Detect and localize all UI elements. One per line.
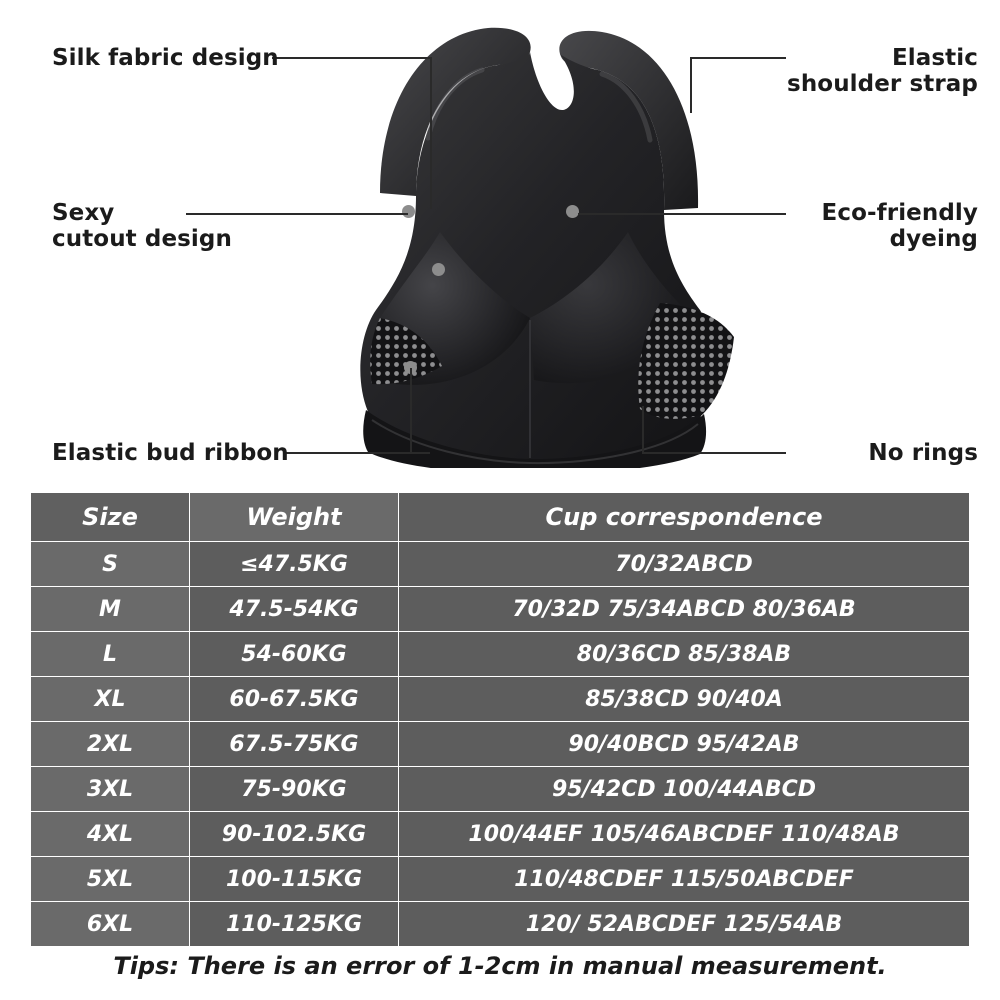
cell-size: M xyxy=(31,587,190,632)
cell-size: 2XL xyxy=(31,722,190,767)
cell-cup: 90/40BCD 95/42AB xyxy=(399,722,970,767)
cell-weight: 54-60KG xyxy=(190,632,399,677)
size-chart-table xyxy=(30,492,970,947)
callout-eco-friendly-dyeing: Eco-friendly dyeing xyxy=(821,200,978,253)
header-size: Size xyxy=(31,493,190,542)
table-row xyxy=(31,812,970,857)
leader-no-rings xyxy=(642,452,786,454)
leader-elastic-bud-ribbon-vert xyxy=(410,368,412,453)
callout-elastic-shoulder-strap: Elastic shoulder strap xyxy=(787,45,978,98)
cell-size: XL xyxy=(31,677,190,722)
callout-silk-fabric-design: Silk fabric design xyxy=(52,45,279,71)
table-row xyxy=(31,542,970,587)
leader-shoulder-strap xyxy=(690,57,786,59)
cell-cup: 110/48CDEF 115/50ABCDEF xyxy=(399,857,970,902)
cell-cup: 100/44EF 105/46ABCDEF 110/48AB xyxy=(399,812,970,857)
cell-cup: 80/36CD 85/38AB xyxy=(399,632,970,677)
cell-weight: 110-125KG xyxy=(190,902,399,947)
callout-no-rings: No rings xyxy=(868,440,978,466)
leader-silk-fabric-vert xyxy=(430,57,432,209)
table-row xyxy=(31,767,970,812)
table-row xyxy=(31,857,970,902)
cell-cup: 95/42CD 100/44ABCD xyxy=(399,767,970,812)
table-row xyxy=(31,722,970,767)
cell-weight: 100-115KG xyxy=(190,857,399,902)
callout-sexy-cutout-design: Sexy cutout design xyxy=(52,200,232,253)
table-row xyxy=(31,677,970,722)
product-illustration xyxy=(0,0,1000,480)
callout-dot-shoulder-strap xyxy=(566,205,579,218)
measurement-tips: Tips: There is an error of 1-2cm in manual measurement. xyxy=(113,952,887,980)
table-row xyxy=(31,632,970,677)
leader-eco-dyeing xyxy=(578,213,786,215)
callout-dot-silk-fabric xyxy=(402,205,415,218)
cell-cup: 70/32D 75/34ABCD 80/36AB xyxy=(399,587,970,632)
table-row xyxy=(31,587,970,632)
leader-shoulder-strap-vert xyxy=(690,57,692,113)
table-row xyxy=(31,902,970,947)
cell-size: L xyxy=(31,632,190,677)
leader-no-rings-vert xyxy=(642,406,644,453)
cell-cup: 120/ 52ABCDEF 125/54AB xyxy=(399,902,970,947)
sports-bra-image xyxy=(230,18,770,468)
cell-cup: 85/38CD 90/40A xyxy=(399,677,970,722)
table-header-row xyxy=(31,493,970,542)
cell-weight: ≤47.5KG xyxy=(190,542,399,587)
header-cup: Cup correspondence xyxy=(399,493,970,542)
leader-elastic-bud-ribbon xyxy=(284,452,430,454)
cell-size: 5XL xyxy=(31,857,190,902)
cell-size: S xyxy=(31,542,190,587)
cell-weight: 60-67.5KG xyxy=(190,677,399,722)
cell-cup: 70/32ABCD xyxy=(399,542,970,587)
cell-weight: 90-102.5KG xyxy=(190,812,399,857)
header-weight: Weight xyxy=(190,493,399,542)
cell-weight: 75-90KG xyxy=(190,767,399,812)
cell-size: 3XL xyxy=(31,767,190,812)
cell-size: 4XL xyxy=(31,812,190,857)
cell-size: 6XL xyxy=(31,902,190,947)
callout-elastic-bud-ribbon: Elastic bud ribbon xyxy=(52,440,289,466)
cell-weight: 47.5-54KG xyxy=(190,587,399,632)
callout-dot-sexy-cutout xyxy=(432,263,445,276)
leader-silk-fabric xyxy=(272,57,432,59)
cell-weight: 67.5-75KG xyxy=(190,722,399,767)
